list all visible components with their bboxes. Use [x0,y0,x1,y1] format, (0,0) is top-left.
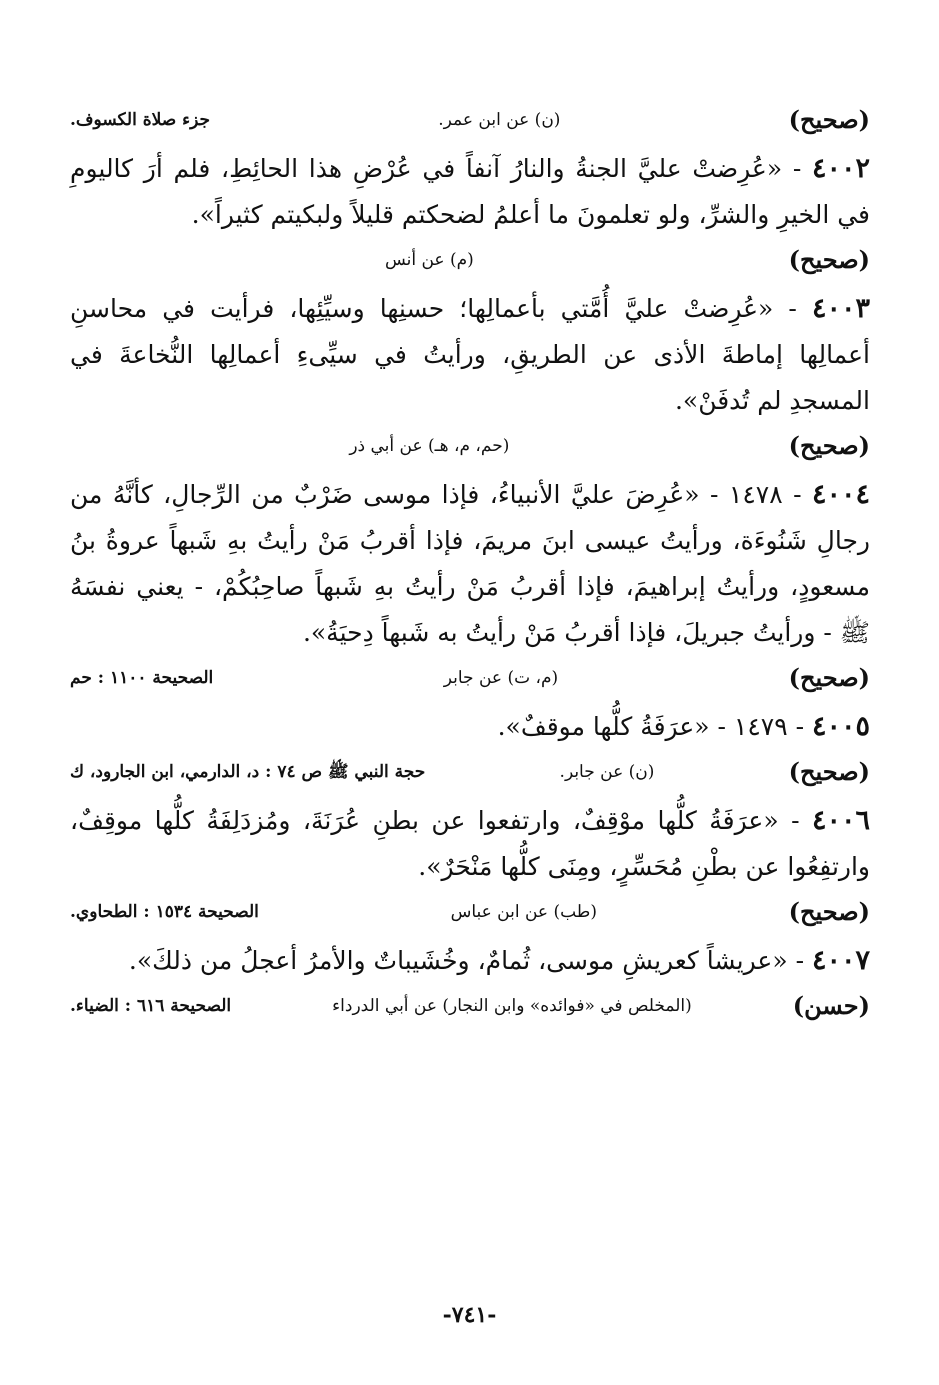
hadith-text: ١٤٧٨ - «عُرِضَ عليَّ الأنبياءُ، فإذا موسى ضَرْبٌ من الرِّجالِ، كأنَّهُ من رجالِ شَنُوءَة، ورأيتُ عيسى ابنَ مريمَ، فإذا أقربُ مَنْ رأيتُ بهِ شَبهاً عروةُ بنُ مسعودٍ، ورأيتُ إبراهيمَ، فإذا أقربُ مَنْ رأيتُ بهِ شَبهاً صاحِبُكُمْ، - يعني نفسَهُ ﷺ - ورأيتُ جبريلَ، فإذا أقربُ مَنْ رأيتُ به شَبهاً دِحيَةُ». [70,480,870,647]
grade-label: (صحيح) [788,245,870,274]
hadith-text: ١٤٧٩ - «عرَفَةُ كلُّها موقفٌ». [497,712,788,741]
hadith-text: «عُرِضتْ عليَّ أُمَّتي بأعمالِها؛ حسنِها وسيِّئِها، فرأيت في محاسنِ أعمالِها إماطةَ الأذى عن الطريقِ، ورأيتُ في سيِّىءِ أعمالِها النُّخاعةَ في المسجدِ لم تُدفَنْ». [70,294,870,415]
reference-note: حجة النبي ﷺ ص ٧٤ : د، الدارمي، ابن الجارود، ك [70,762,426,782]
reference-note: الصحيحة ١١٠٠ : حم [70,668,214,688]
hadith-entry: ٤٠٠٤ - ١٤٧٨ - «عُرِضَ عليَّ الأنبياءُ، فإذا موسى ضَرْبٌ من الرِّجالِ، كأنَّهُ من رجالِ شَنُوءَة، ورأيتُ عيسى ابنَ مريمَ، فإذا أقربُ مَنْ رأيتُ بهِ شَبهاً عروةُ بنُ مسعودٍ، ورأيتُ إبراهيمَ، فإذا أقربُ مَنْ رأيتُ بهِ شَبهاً صاحِبُكُمْ، - يعني نفسَهُ ﷺ - ورأيتُ جبريلَ، فإذا أقربُ مَنْ رأيتُ به شَبهاً دِحيَةُ». [70,479,870,647]
source-attribution: (المخلص في «فوائده» وابن النجار) عن أبي الدرداء [332,996,692,1016]
hadith-number: ٤٠٠٢ [811,153,870,184]
hadith-entry: ٤٠٠٥ - ١٤٧٩ - «عرَفَةُ كلُّها موقفٌ». [497,711,870,742]
reference-line [70,752,870,792]
page-number: -٧٤١- [442,1302,497,1328]
top-reference-line [70,100,870,140]
reference-line [70,426,870,466]
reference-note: الصحيحة ١٥٣٤ : الطحاوي. [70,902,259,922]
source-attribution: (حم، م، هـ) عن أبي ذر [349,436,510,456]
source-attribution: (ن) عن جابر. [559,762,655,782]
hadith-number: ٤٠٠٣ [811,293,870,324]
hadith-text: «عريشاً كعريشِ موسى، ثُمامٌ، وخُشَيباتٌ والأمرُ أعجلُ من ذلكَ». [128,946,788,975]
hadith-number: ٤٠٠٤ [811,479,870,510]
hadith-text: «عرَفَةُ كلُّها موْقِفٌ، وارتفعوا عن بطنِ عُرَنَةَ، ومُزدَلِفَةُ كلُّها موقِفٌ، وارتفِعُوا عن بطْنِ مُحَسِّرٍ، ومِنَى كلُّها مَنْحَرٌ». [70,806,870,881]
grade-label: (صحيح) [788,663,870,692]
hadith-entry: ٤٠٠٦ - «عرَفَةُ كلُّها موْقِفٌ، وارتفعوا عن بطنِ عُرَنَةَ، ومُزدَلِفَةُ كلُّها موقِفٌ، وارتفِعُوا عن بطْنِ مُحَسِّرٍ، ومِنَى كلُّها مَنْحَرٌ». [70,805,870,881]
reference-line [70,892,870,932]
hadith-number: ٤٠٠٦ [811,805,870,836]
hadith-number: ٤٠٠٥ [811,711,870,742]
reference-line [70,986,870,1026]
hadith-entry: ٤٠٠٢ - «عُرِضتْ عليَّ الجنةُ والنارُ آنفاً في عُرْضِ هذا الحائِطِ، فلم أرَ كاليومِ في الخيرِ والشرِّ، ولو تعلمونَ ما أعلمُ لضحكتم قليلاً ولبكيتم كثيراً». [70,153,870,229]
source-attribution: (طب) عن ابن عباس [450,902,597,922]
hadith-entry: ٤٠٠٣ - «عُرِضتْ عليَّ أُمَّتي بأعمالِها؛ حسنِها وسيِّئِها، فرأيت في محاسنِ أعمالِها إماطةَ الأذى عن الطريقِ، ورأيتُ في سيِّىءِ أعمالِها النُّخاعةَ في المسجدِ لم تُدفَنْ». [70,293,870,415]
page-content [70,100,870,1026]
grade-label: (صحيح) [788,105,870,134]
source-attribution: (م) عن أنس [384,250,474,270]
reference-note: جزء صلاة الكسوف. [70,110,210,130]
hadith-number: ٤٠٠٧ [811,945,870,976]
source-attribution: (ن) عن ابن عمر. [438,110,561,130]
hadith-text: «عُرِضتْ عليَّ الجنةُ والنارُ آنفاً في عُرْضِ هذا الحائِطِ، فلم أرَ كاليومِ في الخيرِ والشرِّ، ولو تعلمونَ ما أعلمُ لضحكتم قليلاً ولبكيتم كثيراً». [70,154,870,229]
reference-line [70,658,870,698]
grade-label: (صحيح) [788,897,870,926]
grade-label: (صحيح) [788,757,870,786]
reference-note: الصحيحة ٦١٦ : الضياء. [70,996,232,1016]
source-attribution: (م، ت) عن جابر [443,668,559,688]
grade-label: (حسن) [792,991,870,1020]
hadith-entry: ٤٠٠٧ - «عريشاً كعريشِ موسى، ثُمامٌ، وخُشَيباتٌ والأمرُ أعجلُ من ذلكَ». [128,945,870,976]
grade-label: (صحيح) [788,431,870,460]
reference-line [70,240,870,280]
